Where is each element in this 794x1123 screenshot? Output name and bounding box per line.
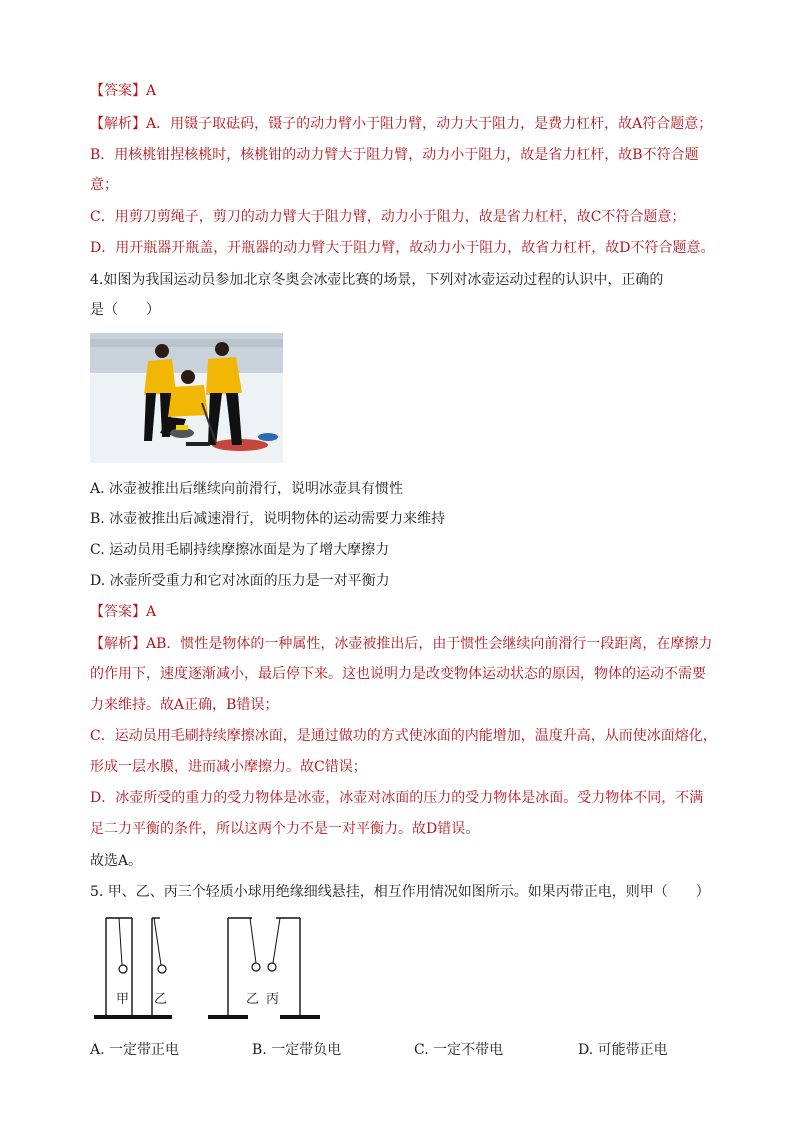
curling-photo <box>90 333 283 463</box>
q4-analysis-line-1: 【解析】AB．惯性是物体的一种属性，冰壶被推出后，由于惯性会继续向前滑行一段距离，在摩擦力 <box>90 636 713 652</box>
q5-option-c: C. 一定不带电 <box>414 1042 504 1058</box>
ball-yi-right <box>252 963 260 971</box>
q4-stem-line-2: 是（ ） <box>90 302 160 318</box>
q5-option-d: D. 可能带正电 <box>578 1042 668 1058</box>
q4-option-d: D. 冰壶所受重力和它对冰面的压力是一对平衡力 <box>90 573 390 589</box>
q4-analysis-line-2: 的作用下，速度逐渐减小，最后停下来。这也说明力是改变物体运动状态的原因，物体的运动不需要 <box>90 666 706 682</box>
charged-balls-svg <box>90 905 350 1030</box>
label-bing: 丙 <box>266 992 280 1007</box>
q4-stem-line-1: 4.如图为我国运动员参加北京冬奥会冰壶比赛的场景，下列对冰壶运动过程的认识中，正确的 <box>90 272 664 288</box>
q5-stem: 5. 甲、乙、丙三个轻质小球用绝缘细线悬挂，相互作用情况如图所示。如果丙带正电，则甲（ ） <box>90 884 710 900</box>
charged-balls-diagram <box>90 905 350 1030</box>
q5-option-b: B. 一定带负电 <box>252 1042 342 1058</box>
q4-analysis-line-3: 力来维持。故A正确，B错误； <box>90 697 279 713</box>
q3-analysis-line-5: D．用开瓶器开瓶盖，开瓶器的动力臂大于阻力臂，故动力小于阻力，故省力杠杆，故D不符合题意。 <box>90 240 715 256</box>
label-yi-right: 乙 <box>246 992 260 1007</box>
q4-answer: 【答案】A <box>90 604 157 620</box>
q3-answer: 【答案】A <box>90 83 157 99</box>
q4-analysis-line-4: C．运动员用毛刷持续摩擦冰面，是通过做功的方式使冰面的内能增加，温度升高，从而使冰面熔化， <box>90 728 717 744</box>
ball-yi-left <box>158 965 166 973</box>
q3-analysis-line-3: 意； <box>90 177 118 193</box>
q4-option-a: A. 冰壶被推出后继续向前滑行，说明冰壶具有惯性 <box>90 481 404 497</box>
q5-option-a: A. 一定带正电 <box>90 1042 180 1058</box>
ball-bing <box>268 963 276 971</box>
q3-analysis-line-2: B．用核桃钳捏核桃时，核桃钳的动力臂大于阻力臂，动力小于阻力，故是省力杠杆，故B不符合题 <box>90 147 699 163</box>
curling-scene-illustration <box>90 333 283 463</box>
q3-analysis-line-4: C．用剪刀剪绳子，剪刀的动力臂大于阻力臂，动力小于阻力，故是省力杠杆，故C不符合题意； <box>90 209 686 225</box>
q4-analysis-line-5: 形成一层水膜，进而减小摩擦力。故C错误； <box>90 759 367 775</box>
label-jia: 甲 <box>116 992 130 1007</box>
q4-option-b: B. 冰壶被推出后减速滑行，说明物体的运动需要力来维持 <box>90 511 446 527</box>
q3-analysis-line-1: 【解析】A．用镊子取砝码，镊子的动力臂小于阻力臂，动力大于阻力，是费力杠杆，故A符合题意； <box>90 116 713 132</box>
q4-analysis-line-6: D．冰壶所受的重力的受力物体是冰壶，冰壶对冰面的压力的受力物体是冰面。受力物体不同，不满 <box>90 790 704 806</box>
q4-option-c: C. 运动员用毛刷持续摩擦冰面是为了增大摩擦力 <box>90 542 390 558</box>
label-yi-left: 乙 <box>154 992 168 1007</box>
q4-analysis-line-7: 足二力平衡的条件，所以这两个力不是一对平衡力。故D错误。 <box>90 821 480 837</box>
ball-jia <box>119 965 127 973</box>
q4-conclusion: 故选A。 <box>90 853 143 869</box>
